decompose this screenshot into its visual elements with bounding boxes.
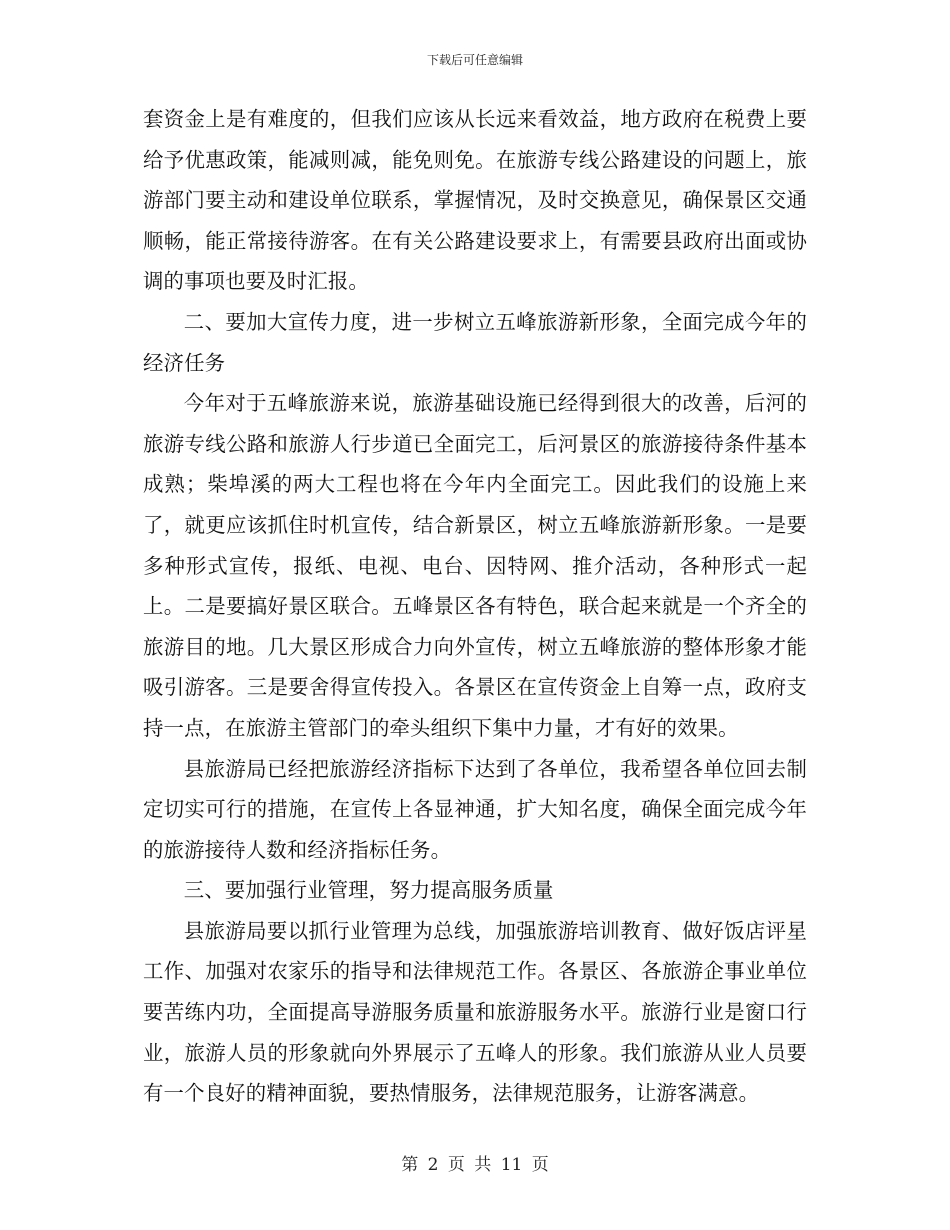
section-heading-3: 三、要加强行业管理，努力提高服务质量 — [183, 878, 554, 903]
page-header: 下载后可任意编辑 — [426, 53, 523, 67]
paragraph: 今年对于五峰旅游来说，旅游基础设施已经得到很大的改善，后河的旅游专线公路和旅游人行步道已全面完工，后河景区的旅游接待条件基本成熟；柴埠溪的两大工程也将在今年内全面完工。因此我们的设施上来了，就更应该抓住时机宣传，结合新景区，树立五峰旅游新形象。一是要多种形式宣传，报纸、电视、电台、因特网、推介活动，各种形式一起上。二是要搞好景区联合。五峰景区各有特色，联合起来就是一个齐全的旅游目的地。几大景区形成合力向外宣传，树立五峰旅游的整体形象才能吸引游客。三是要舍得宣传投入。各景区在宣传资金上自筹一点，政府支持一点，在旅游主管部门的牵头组织下集中力量，才有好的效果。 — [143, 391, 807, 740]
paragraph: 县旅游局已经把旅游经济指标下达到了各单位，我希望各单位回去制定切实可行的措施，在宣传上各显神通，扩大知名度，确保全面完成今年的旅游接待人数和经济指标任务。 — [143, 756, 807, 862]
paragraph-continuation: 套资金上是有难度的，但我们应该从长远来看效益，地方政府在税费上要给予优惠政策，能减则减，能免则免。在旅游专线公路建设的问题上，旅游部门要主动和建设单位联系，掌握情况，及时交换意见，确保景区交通顺畅，能正常接待游客。在有关公路建设要求上，有需要县政府出面或协调的事项也要及时汇报。 — [143, 107, 807, 294]
document-body — [143, 99, 807, 1114]
page-number-footer: 第 2 页 共 11 页 — [401, 1155, 549, 1175]
paragraph: 县旅游局要以抓行业管理为总线，加强旅游培训教育、做好饭店评星工作、加强对农家乐的指导和法律规范工作。各景区、各旅游企事业单位要苦练内功，全面提高导游服务质量和旅游服务水平。旅游行业是窗口行业，旅游人员的形象就向外界展示了五峰人的形象。我们旅游从业人员要有一个良好的精神面貌，要热情服务，法律规范服务，让游客满意。 — [143, 918, 807, 1106]
section-heading-2: 二、要加大宣传力度，进一步树立五峰旅游新形象，全面完成今年的经济任务 — [143, 309, 807, 375]
